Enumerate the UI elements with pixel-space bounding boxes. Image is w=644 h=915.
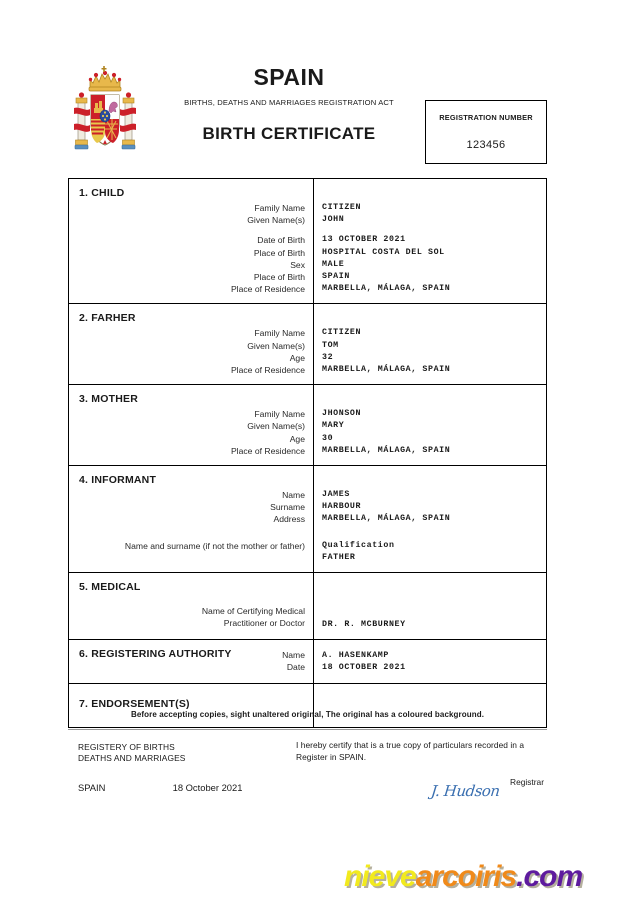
label-mother-given-names: Given Name(s): [247, 421, 305, 432]
act-subtitle: BIRTHS, DEATHS AND MARRIAGES REGISTRATION ACT: [184, 98, 394, 107]
label-place-of-birth: Place of Birth: [253, 247, 305, 258]
section-medical-values: [314, 573, 546, 639]
registrar-label: Registrar: [510, 777, 544, 787]
section-informant-heading: 4. INFORMANT: [79, 474, 157, 487]
label-informant-name-and-surname: Name and surname (if not the mother or father): [124, 540, 305, 551]
label-authority-date: Date: [286, 662, 305, 673]
section-medical-heading: 5. MEDICAL: [79, 581, 141, 594]
document-title: BIRTH CERTIFICATE: [202, 124, 376, 143]
section-mother-heading: 3. MOTHER: [79, 393, 138, 406]
copy-notice: Before accepting copies, sight unaltered original, The original has a coloured background.: [130, 710, 485, 719]
registry-line-2: DEATHS AND MARRIAGES: [78, 753, 186, 763]
watermark-part-3: .com: [516, 860, 583, 893]
document-footer: [68, 738, 547, 818]
value-informant-qualification-label: Qualification: [322, 540, 395, 550]
certificate-table: [68, 178, 547, 728]
section-informant-labels: [69, 466, 314, 572]
label-place-of-birth-2: Place of Birth: [253, 272, 305, 283]
site-watermark: [344, 860, 582, 894]
value-father-age: 32: [322, 352, 334, 362]
label-sex: Sex: [290, 259, 305, 270]
value-informant-address: MARBELLA, MÁLAGA, SPAIN: [322, 514, 451, 524]
value-father-place-of-residence: MARBELLA, MÁLAGA, SPAIN: [322, 365, 451, 375]
spain-coat-of-arms-icon: [70, 62, 140, 160]
section-father: [69, 304, 546, 385]
value-mother-given-names: MARY: [322, 421, 345, 431]
label-father-age: Age: [289, 352, 305, 363]
section-father-values: [314, 304, 546, 384]
value-informant-name: JAMES: [322, 490, 350, 500]
footer-date: 18 October 2021: [172, 782, 243, 793]
section-authority-labels: [69, 640, 314, 682]
value-sex: MALE: [322, 259, 345, 269]
value-informant-surname: HARBOUR: [322, 502, 362, 512]
label-place-of-residence: Place of Residence: [230, 284, 305, 295]
section-endorsements: [69, 684, 546, 728]
label-informant-address: Address: [273, 514, 305, 525]
label-mother-place-of-residence: Place of Residence: [230, 445, 305, 456]
label-father-place-of-residence: Place of Residence: [230, 365, 305, 376]
watermark-part-1: nieve: [344, 860, 416, 893]
section-endorsements-heading: 7. ENDORSEMENT(S): [79, 697, 190, 710]
label-father-given-names: Given Name(s): [247, 340, 305, 351]
registration-number-value: 123456: [466, 139, 506, 151]
label-mother-family-name: Family Name: [254, 409, 305, 420]
registration-number-label: REGISTRATION NUMBER: [439, 113, 533, 122]
label-informant-name: Name: [282, 490, 305, 501]
label-given-names: Given Name(s): [247, 215, 305, 226]
signature-text: J. Hudson: [430, 782, 501, 800]
country-title: SPAIN: [253, 64, 325, 90]
registrar-signature: [431, 782, 541, 812]
footer-divider: [68, 729, 547, 730]
section-medical: [69, 573, 546, 640]
section-child-labels: [69, 179, 314, 303]
section-mother-labels: [69, 385, 314, 465]
section-mother: [69, 385, 546, 466]
section-child-values: [314, 179, 546, 303]
value-place-of-birth: HOSPITAL COSTA DEL SOL: [322, 247, 445, 257]
registration-number-box: [425, 100, 547, 164]
label-mother-age: Age: [289, 433, 305, 444]
footer-country-date-row: [78, 782, 328, 793]
label-family-name: Family Name: [254, 203, 305, 213]
section-child: [69, 179, 546, 304]
value-endorsements: [322, 692, 540, 704]
section-endorsements-labels: [69, 684, 314, 727]
section-medical-labels: [69, 573, 314, 639]
value-mother-family-name: JHONSON: [322, 409, 362, 419]
label-father-family-name: Family Name: [254, 328, 305, 339]
registry-block: [78, 742, 308, 764]
value-date-of-birth: 13 OCTOBER 2021: [322, 235, 406, 245]
header-titles: [160, 64, 418, 144]
section-informant: [69, 466, 546, 573]
value-authority-date: 18 OCTOBER 2021: [322, 663, 406, 673]
label-authority-name: Name: [282, 650, 305, 661]
section-authority-values: [314, 640, 546, 682]
label-date-of-birth: Date of Birth: [257, 235, 305, 246]
value-father-family-name: CITIZEN: [322, 328, 362, 338]
certify-line-1: I hereby certify that is a true copy of particulars recorded in a: [296, 740, 525, 750]
footer-country: SPAIN: [78, 782, 106, 793]
section-authority: [69, 640, 546, 683]
section-mother-values: [314, 385, 546, 465]
document-header: [68, 58, 547, 168]
value-medical-doctor: DR. R. MCBURNEY: [322, 620, 406, 630]
section-authority-heading: 6. REGISTERING AUTHORITY: [79, 648, 232, 661]
label-medical-certifying-2: Practitioner or Doctor: [223, 618, 305, 629]
certify-line-2: Register in SPAIN.: [296, 751, 367, 762]
value-father-given-names: TOM: [322, 340, 339, 350]
section-father-heading: 2. FARHER: [79, 312, 136, 325]
value-given-names: JOHN: [322, 215, 345, 225]
label-informant-surname: Surname: [270, 502, 305, 513]
value-place-of-residence: MARBELLA, MÁLAGA, SPAIN: [322, 284, 451, 294]
value-family-name: CITIZEN: [322, 203, 362, 212]
section-child-heading: 1. CHILD: [79, 187, 125, 199]
watermark-part-2: arcoiris: [415, 860, 517, 893]
label-medical-certifying-1: Name of Certifying Medical: [201, 606, 305, 617]
certification-block: [296, 740, 546, 787]
section-endorsements-values: [314, 684, 546, 727]
value-informant-qualification: FATHER: [322, 552, 356, 562]
value-mother-age: 30: [322, 433, 334, 443]
registry-line-1: REGISTERY OF BIRTHS: [78, 742, 175, 752]
value-place-of-birth-2: SPAIN: [322, 272, 350, 282]
value-authority-name: A. HASENKAMP: [322, 651, 389, 661]
section-father-labels: [69, 304, 314, 384]
value-mother-place-of-residence: MARBELLA, MÁLAGA, SPAIN: [322, 445, 451, 455]
section-informant-values: [314, 466, 546, 572]
